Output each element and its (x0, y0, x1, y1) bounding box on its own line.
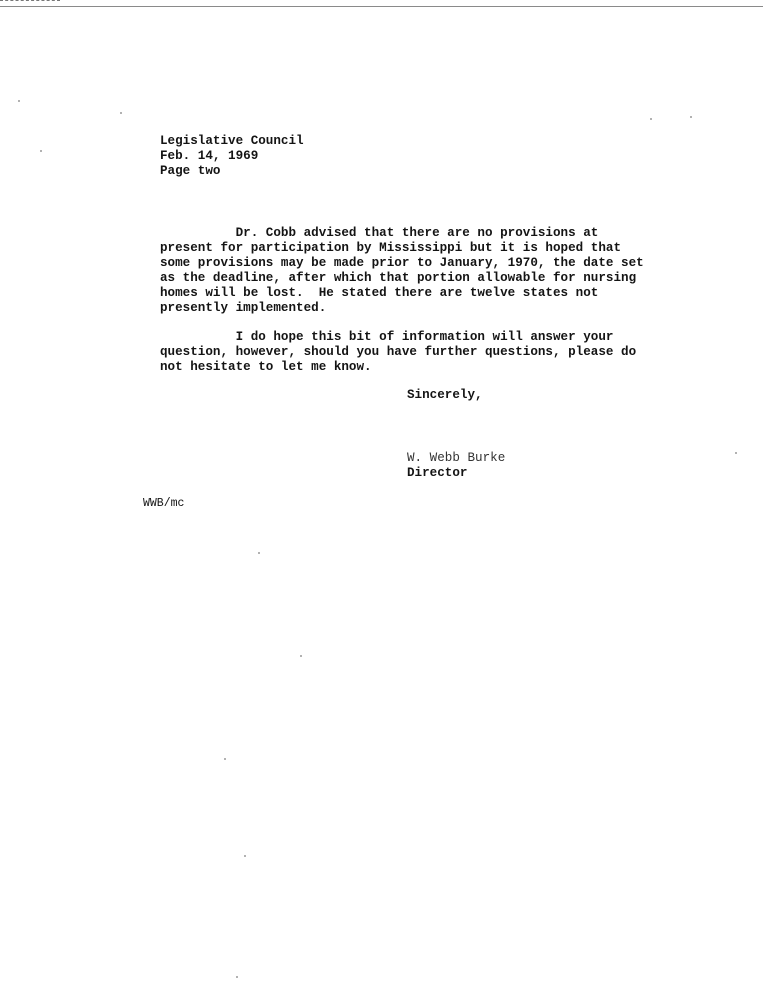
scan-speck (224, 758, 226, 760)
page-number-line: Page two (160, 164, 221, 178)
paragraph-line: as the deadline, after which that portion allowable for nursing (160, 271, 637, 285)
letter-header (160, 134, 304, 179)
paragraph-line: present for participation by Mississippi but it is hoped that (160, 241, 622, 255)
paragraph-line: some provisions may be made prior to January, 1970, the date set (160, 256, 644, 270)
paragraph-line: Dr. Cobb advised that there are no provisions at (160, 226, 599, 240)
scan-speck (244, 855, 246, 857)
paragraph-line: question, however, should you have further questions, please do (160, 345, 637, 359)
body-paragraph-2 (160, 330, 636, 375)
closing-block (407, 388, 483, 403)
page-top-dots (0, 0, 60, 1)
paragraph-line: not hesitate to let me know. (160, 360, 372, 374)
paragraph-line: I do hope this bit of information will answer your (160, 330, 614, 344)
body-paragraph-1 (160, 226, 644, 316)
scan-speck (40, 150, 42, 152)
paragraph-line: homes will be lost. He stated there are twelve states not (160, 286, 599, 300)
scan-speck (735, 452, 737, 454)
signature-block (407, 451, 505, 481)
closing-salutation: Sincerely, (407, 388, 483, 402)
scan-speck (120, 112, 122, 114)
recipient-line: Legislative Council (160, 134, 304, 148)
typist-initials-block (143, 496, 184, 511)
scan-speck (650, 118, 652, 120)
scan-speck (258, 552, 260, 554)
scan-speck (18, 100, 20, 102)
date-line: Feb. 14, 1969 (160, 149, 259, 163)
scan-speck (236, 976, 238, 978)
signer-name: W. Webb Burke (407, 451, 506, 465)
scan-speck (690, 116, 692, 118)
scan-speck (300, 655, 302, 657)
page-top-edge (0, 6, 763, 7)
paragraph-line: presently implemented. (160, 301, 327, 315)
typist-initials: WWB/mc (143, 497, 185, 510)
signer-title: Director (407, 466, 468, 480)
